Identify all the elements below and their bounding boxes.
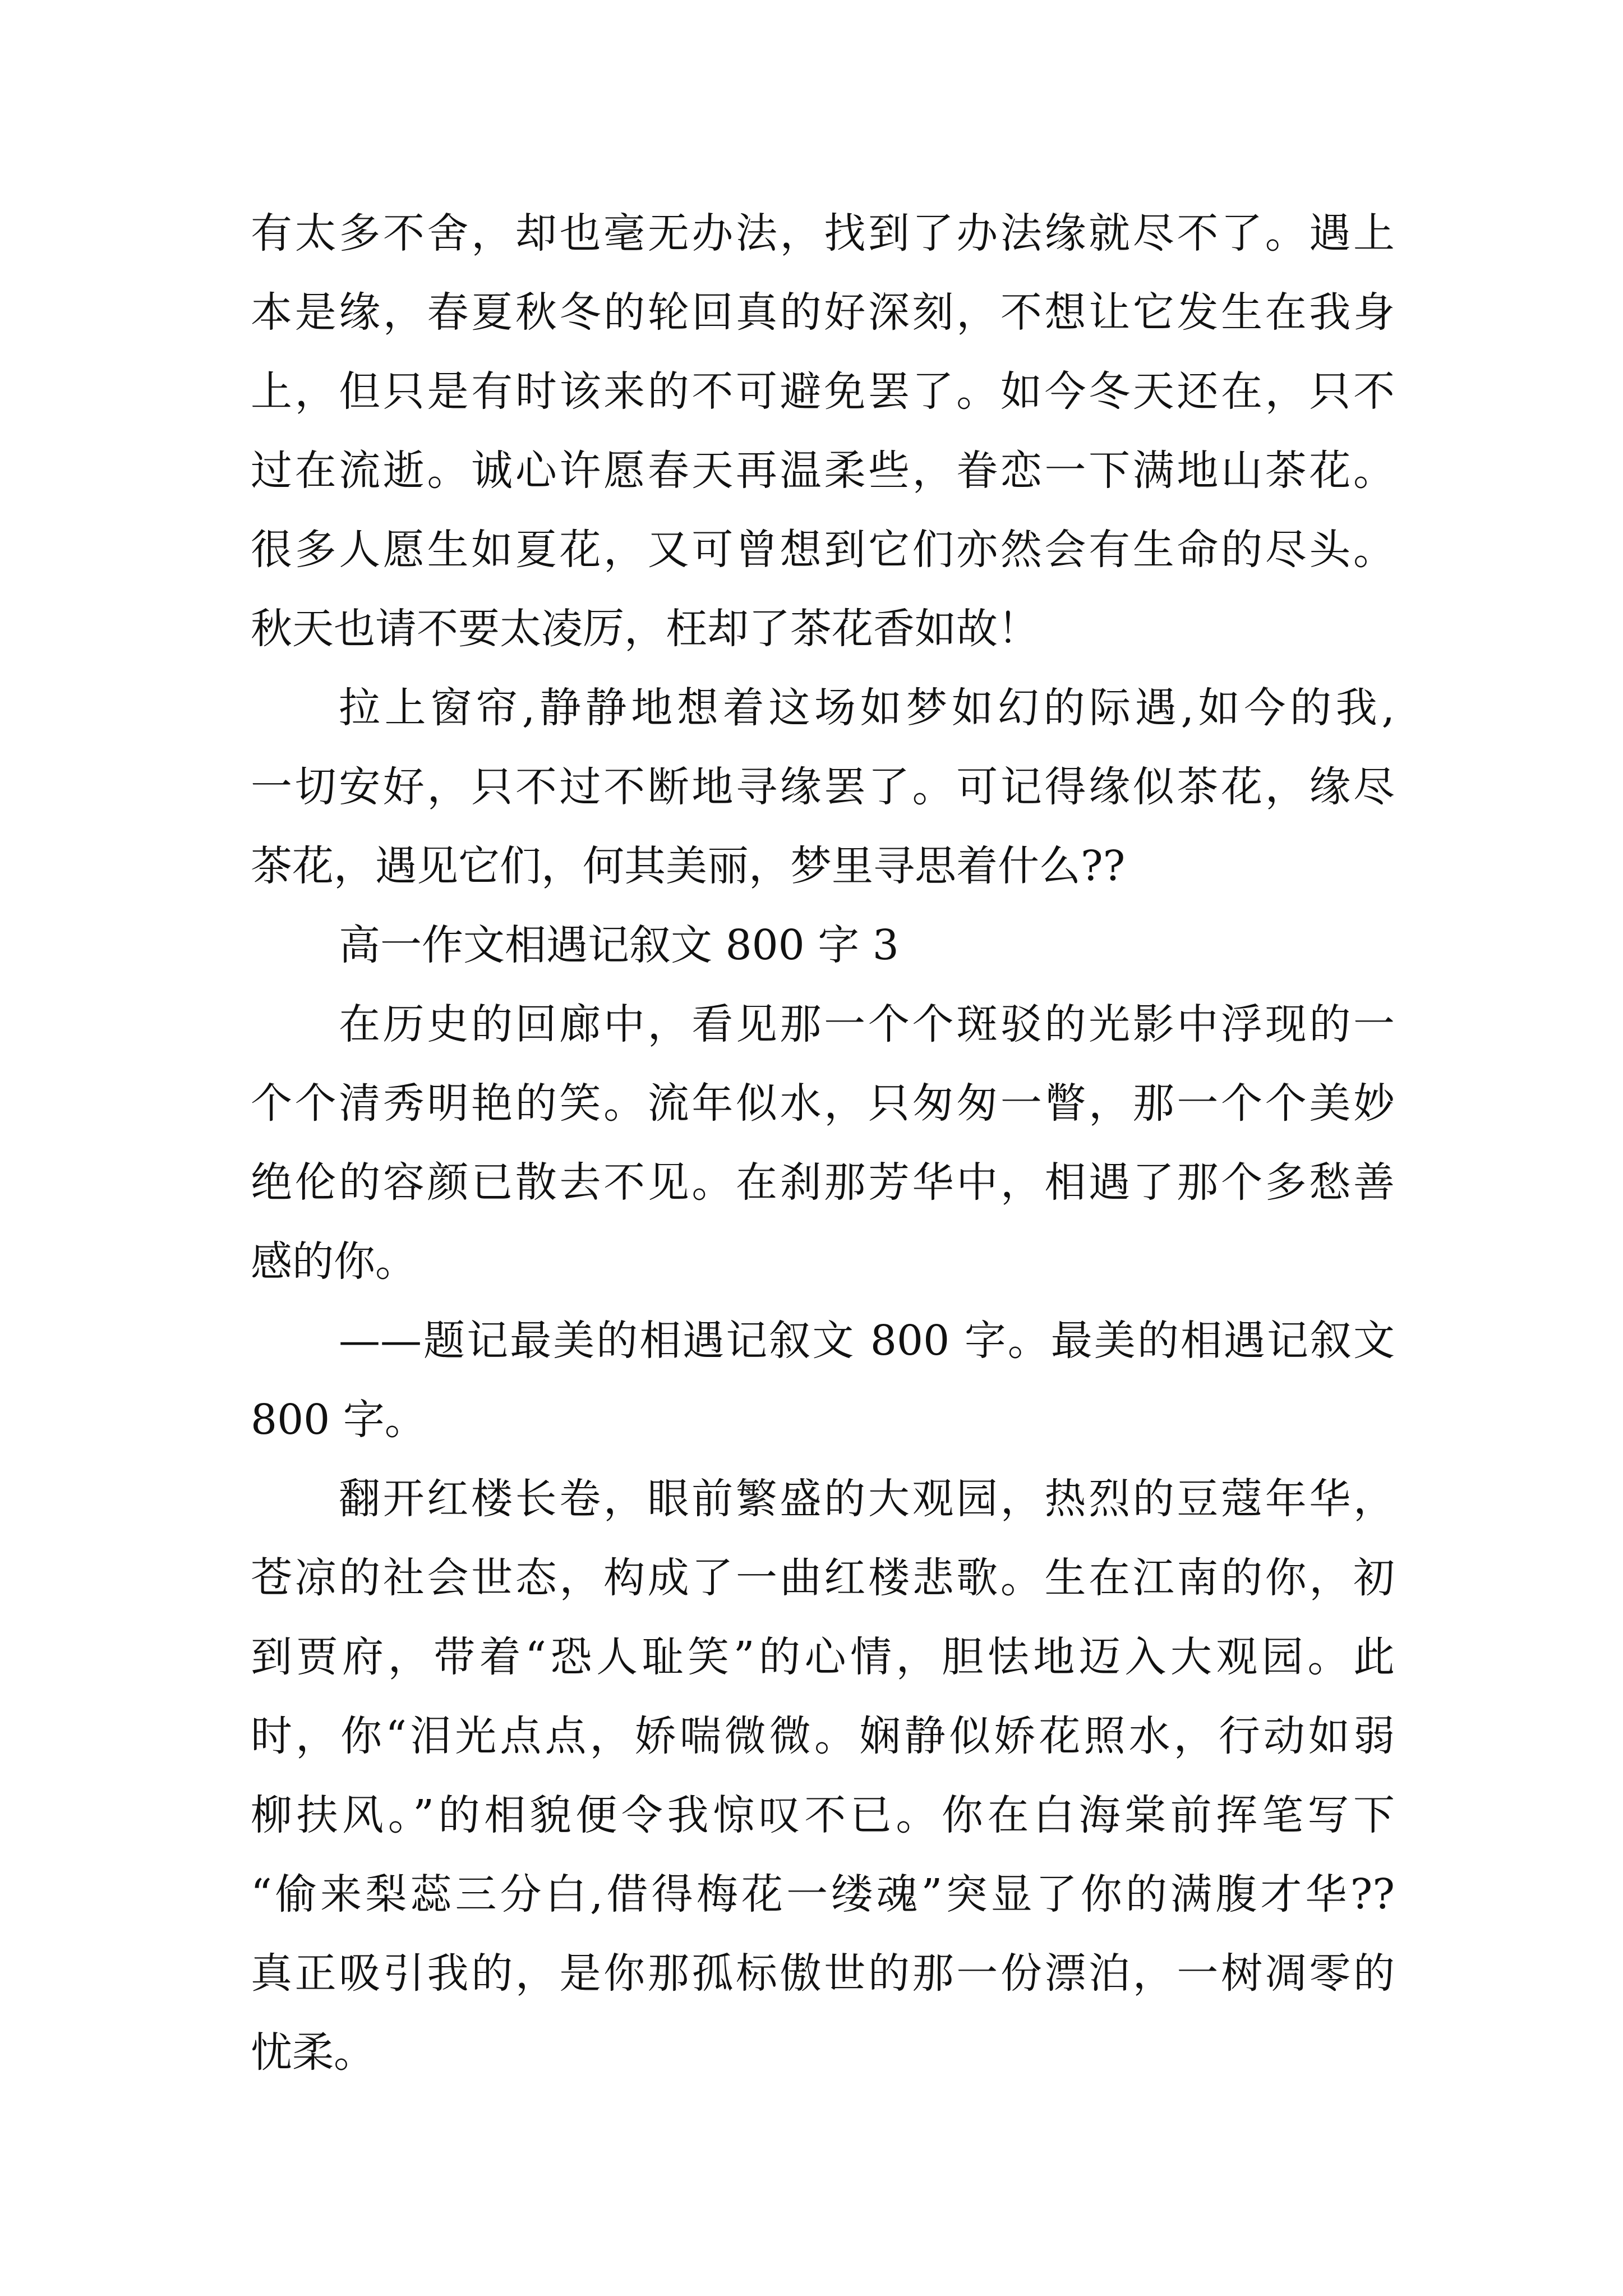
- text-line: 绝伦的容颜已散去不见。在刹那芳华中，相遇了那个多愁善: [251, 1158, 1395, 1207]
- text-line: 有太多不舍，却也毫无办法，找到了办法缘就尽不了。遇上: [251, 209, 1395, 257]
- text-line: 真正吸引我的，是你那孤标傲世的那一份漂泊，一树凋零的: [251, 1949, 1395, 1998]
- document-body: [251, 194, 1395, 2092]
- text-line: 秋天也请不要太凌厉，枉却了茶花香如故！: [251, 605, 1039, 653]
- text-line: 感的你。: [251, 1237, 417, 1286]
- section-heading: 高一作文相遇记叙文 800 字 3: [339, 921, 899, 969]
- text-line: 800 字。: [251, 1396, 426, 1444]
- text-line: 茶花，遇见它们，何其美丽，梦里寻思着什么??: [251, 842, 1126, 890]
- paragraph: [251, 985, 1395, 1301]
- text-line: 一切安好，只不过不断地寻缘罢了。可记得缘似茶花，缘尽: [251, 763, 1395, 811]
- text-line: 拉上窗帘,静静地想着这场如梦如幻的际遇,如今的我,: [339, 684, 1395, 732]
- text-line: 上，但只是有时该来的不可避免罢了。如今冬天还在，只不: [251, 367, 1395, 416]
- text-line: 柳扶风。”的相貌便令我惊叹不已。你在白海棠前挥笔写下: [251, 1791, 1395, 1839]
- text-line: 忧柔。: [251, 2028, 375, 2077]
- text-line: 时，你“泪光点点，娇喘微微。娴静似娇花照水，行动如弱: [251, 1712, 1395, 1760]
- text-line: 翻开红楼长卷，眼前繁盛的大观园，热烈的豆蔻年华，: [339, 1475, 1395, 1523]
- section-heading-block: [251, 906, 1395, 985]
- text-line: “偷来梨蕊三分白,借得梅花一缕魂”突显了你的满腹才华??: [251, 1870, 1395, 1918]
- text-line: 很多人愿生如夏花，又可曾想到它们亦然会有生命的尽头。: [251, 526, 1395, 574]
- text-line: 过在流逝。诚心许愿春天再温柔些，眷恋一下满地山茶花。: [251, 447, 1395, 495]
- text-line: 到贾府，带着“恐人耻笑”的心情，胆怯地迈入大观园。此: [251, 1633, 1395, 1681]
- paragraph: [251, 1460, 1395, 2092]
- text-line: 在历史的回廊中，看见那一个个斑驳的光影中浮现的一: [339, 1000, 1395, 1048]
- epigraph-paragraph: [251, 1301, 1395, 1460]
- text-line: 个个清秀明艳的笑。流年似水，只匆匆一瞥，那一个个美妙: [251, 1079, 1395, 1128]
- paragraph: [251, 194, 1395, 669]
- paragraph: [251, 669, 1395, 906]
- text-line: 本是缘，春夏秋冬的轮回真的好深刻，不想让它发生在我身: [251, 288, 1395, 337]
- text-line: ——题记最美的相遇记叙文 800 字。最美的相遇记叙文: [339, 1317, 1395, 1365]
- text-line: 苍凉的社会世态，构成了一曲红楼悲歌。生在江南的你，初: [251, 1554, 1395, 1602]
